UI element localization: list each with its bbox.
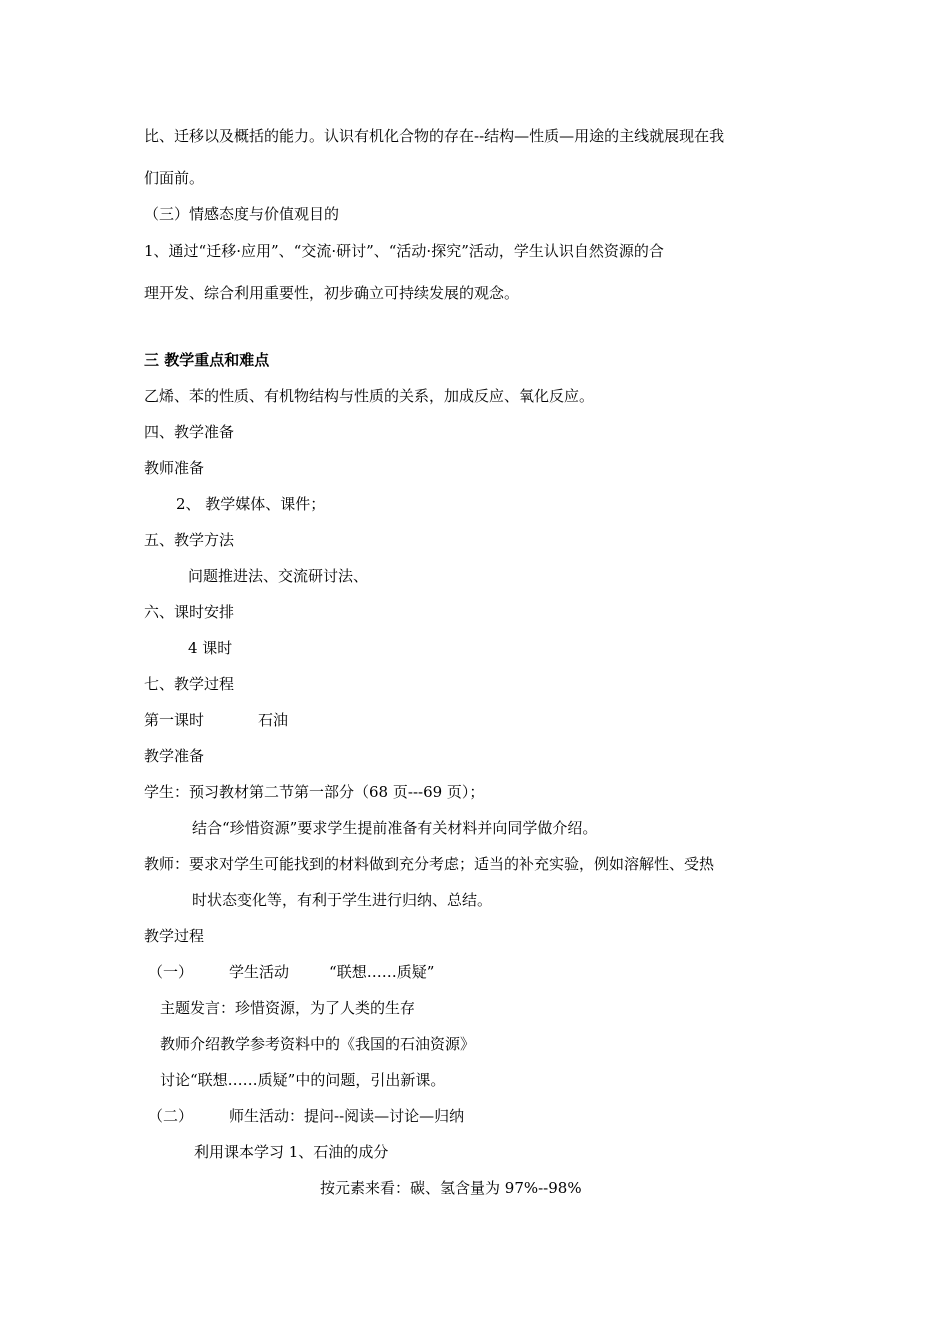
paragraph-line: 结合“珍惜资源”要求学生提前准备有关材料并向同学做介绍。 (192, 819, 598, 837)
section-heading: 五、教学方法 (144, 531, 235, 549)
teacher-label: 教师： (144, 855, 190, 873)
paragraph-line: 1、通过“迁移·应用”、“交流·研讨”、“活动·探究”活动，学生认识自然资源的合 (144, 242, 664, 260)
paragraph-line: 比、迁移以及概括的能力。认识有机化合物的存在--结构—性质—用途的主线就展现在我 (144, 127, 725, 145)
step-row (148, 1106, 464, 1126)
student-label: 学生： (144, 783, 190, 801)
subheading: 教学过程 (144, 927, 205, 945)
section-heading: （三）情感态度与价值观目的 (144, 205, 340, 223)
step-number: （一） (148, 963, 194, 981)
teacher-row (144, 854, 714, 874)
paragraph-line: 乙烯、苯的性质、有机物结构与性质的关系，加成反应、氧化反应。 (144, 387, 595, 405)
section-heading: 四、教学准备 (144, 423, 235, 441)
paragraph-line: 理开发、综合利用重要性，初步确立可持续发展的观念。 (144, 284, 520, 302)
lesson-topic: 石油 (258, 711, 289, 729)
paragraph-line: 们面前。 (144, 169, 205, 187)
lesson-title-row (144, 710, 288, 730)
lesson-label: 第一课时 (144, 711, 205, 729)
paragraph-line: 时状态变化等，有利于学生进行归纳、总结。 (192, 891, 493, 909)
student-row (144, 782, 484, 802)
paragraph-line: 问题推进法、交流研讨法、 (188, 567, 369, 585)
paragraph-line: 4 课时 (188, 639, 233, 657)
step-activity: 师生活动：提问--阅读—讨论—归纳 (229, 1107, 465, 1125)
section-heading: 三 教学重点和难点 (144, 351, 270, 369)
list-item: 利用课本学习 1、石油的成分 (194, 1143, 389, 1161)
list-item: 2、 教学媒体、课件； (176, 495, 326, 513)
step-title: “联想……质疑” (329, 963, 435, 981)
list-item: 主题发言：珍惜资源，为了人类的生存 (160, 999, 416, 1017)
step-number: （二） (148, 1107, 194, 1125)
subheading: 教师准备 (144, 459, 205, 477)
list-item: 按元素来看：碳、氢含量为 97%--98% (320, 1179, 582, 1197)
list-item: 教师介绍教学参考资料中的《我国的石油资源》 (160, 1035, 476, 1053)
step-row (148, 962, 434, 982)
section-heading: 七、教学过程 (144, 675, 235, 693)
step-activity: 学生活动 (229, 963, 290, 981)
list-item: 讨论“联想……质疑”中的问题，引出新课。 (160, 1071, 446, 1089)
section-heading: 六、课时安排 (144, 603, 235, 621)
student-text: 预习教材第二节第一部分（68 页---69 页）； (189, 783, 485, 801)
subheading: 教学准备 (144, 747, 205, 765)
teacher-text: 要求对学生可能找到的材料做到充分考虑；适当的补充实验，例如溶解性、受热 (189, 855, 715, 873)
